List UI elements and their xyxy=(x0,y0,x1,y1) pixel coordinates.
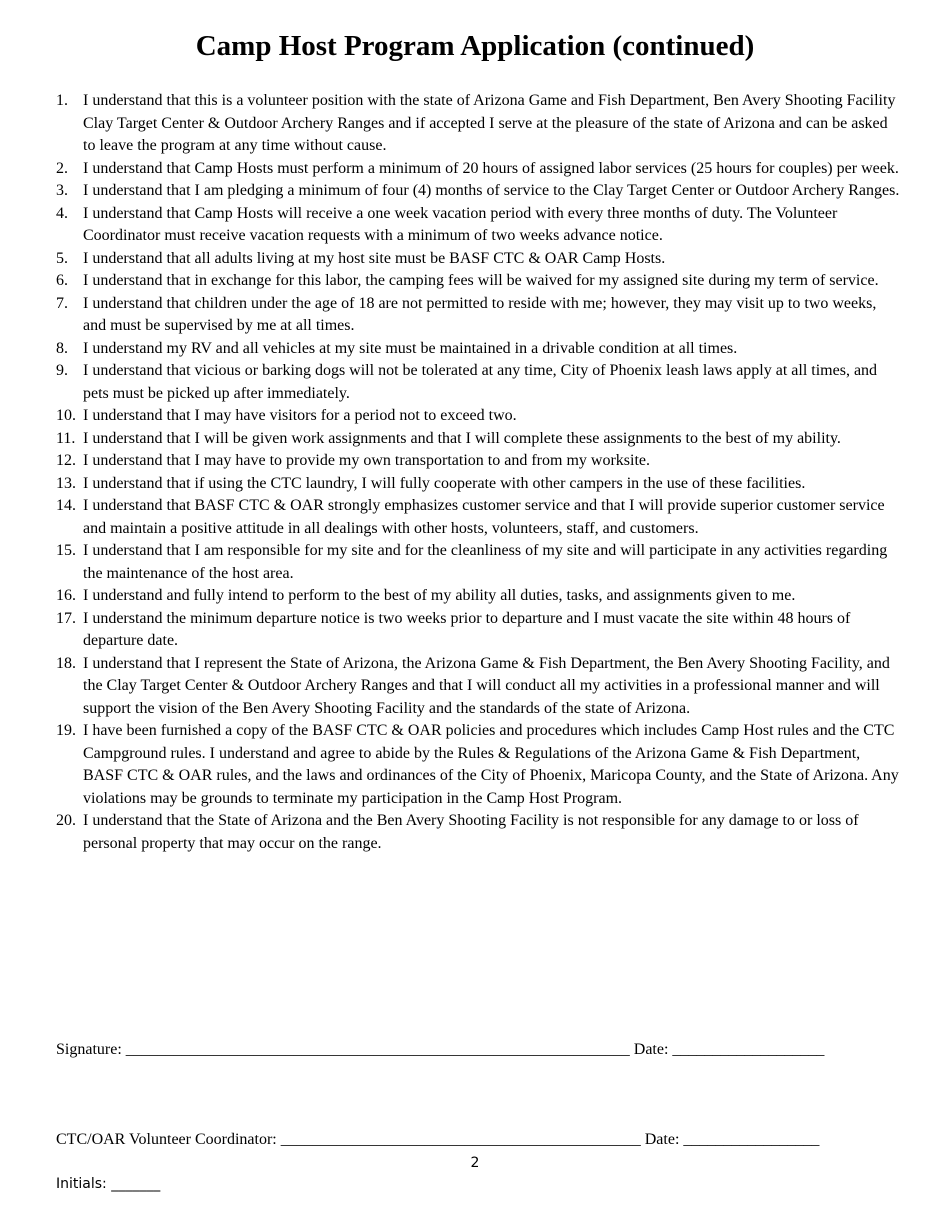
term-text: I have been furnished a copy of the BASF CTC & OAR policies and procedures which includes Camp Host rules and the CTC Campground rules. I understand and agree to abide by the Rules & Regulations of the Arizona Game & Fish Department, BASF CTC & OAR rules, and the laws and ordinances of the City of Phoenix, Maricopa County, and the State of Arizona. Any violations may be grounds to terminate my participation in the Camp Host Program. xyxy=(83,722,899,807)
term-number: 17. xyxy=(56,609,76,627)
term-item xyxy=(56,90,901,158)
term-number: 16. xyxy=(56,587,76,604)
term-item xyxy=(56,720,901,810)
term-text: I understand that BASF CTC & OAR strongly emphasizes customer service and that I will provide superior customer service and maintain a positive attitude in all dealings with other hosts, volunteers, staff, and customers. xyxy=(83,497,885,537)
term-number: 1. xyxy=(56,92,68,109)
term-number: 15. xyxy=(56,542,76,559)
term-number: 8. xyxy=(56,339,68,357)
term-item xyxy=(56,810,901,855)
page-number: 2 xyxy=(470,1155,480,1171)
term-text: I understand the minimum departure notice is two weeks prior to departure and I must vacate the site within 48 hours of departure date. xyxy=(83,609,851,649)
term-number: 12. xyxy=(56,452,76,469)
term-text: I understand that if using the CTC laundry, I will fully cooperate with other campers in the use of these facilities. xyxy=(83,474,806,492)
term-text: I understand that I will be given work assignments and that I will complete these assignments to the best of my ability. xyxy=(83,429,841,447)
term-number: 9. xyxy=(56,362,68,379)
term-text: I understand that vicious or barking dogs will not be tolerated at any time, City of Phoenix leash laws apply at all times, and pets must be picked up after immediately. xyxy=(83,362,878,402)
term-number: 20. xyxy=(56,812,76,829)
term-text: I understand that I represent the State of Arizona, the Arizona Game & Fish Department, the Ben Avery Shooting Facility, and the Clay Target Center & Outdoor Archery Ranges and that I will conduct all my activities in a professional manner and will support the vision of the Ben Avery Shooting Facility and the standards of the state of Arizona. xyxy=(83,654,890,717)
term-item xyxy=(56,653,901,721)
term-text: I understand that Camp Hosts must perform a minimum of 20 hours of assigned labor services (25 hours for couples) per week. xyxy=(83,159,899,177)
term-number: 2. xyxy=(56,159,68,177)
term-text: I understand that children under the age of 18 are not permitted to reside with me; however, they may visit up to two weeks, and must be supervised by me at all times. xyxy=(83,294,877,334)
term-text: I understand that all adults living at my host site must be BASF CTC & OAR Camp Hosts. xyxy=(83,249,666,267)
term-item xyxy=(56,203,901,248)
term-text: I understand that Camp Hosts will receive a one week vacation period with every three months of duty. The Volunteer Coordinator must receive vacation requests with a minimum of two weeks advance notice. xyxy=(83,204,838,244)
term-text: I understand that in exchange for this labor, the camping fees will be waived for my assigned site during my term of service. xyxy=(83,272,879,289)
term-item xyxy=(56,248,901,271)
term-item xyxy=(56,608,901,653)
term-text: I understand that I am responsible for my site and for the cleanliness of my site and will participate in any activities regarding the maintenance of the host area. xyxy=(83,542,888,582)
term-number: 10. xyxy=(56,407,76,424)
term-item xyxy=(56,405,901,428)
term-number: 14. xyxy=(56,497,76,514)
term-number: 13. xyxy=(56,474,76,492)
term-item xyxy=(56,585,901,608)
term-text: I understand that this is a volunteer position with the state of Arizona Game and Fish Department, Ben Avery Shooting Facility Clay Target Center & Outdoor Archery Ranges and if accepted I serve at the pleasure of the state of Arizona and can be asked to leave the program at any time without cause. xyxy=(83,92,896,154)
term-number: 7. xyxy=(56,294,68,312)
signature-line[interactable]: Signature: _______________________________________________________________ Date: ___________________ xyxy=(56,1041,825,1058)
term-item xyxy=(56,270,901,293)
term-item xyxy=(56,540,901,585)
term-text: I understand that I may have to provide my own transportation to and from my worksite. xyxy=(83,452,650,469)
term-number: 6. xyxy=(56,272,68,289)
term-text: I understand and fully intend to perform to the best of my ability all duties, tasks, and assignments given to me. xyxy=(83,587,796,604)
term-number: 19. xyxy=(56,722,76,739)
term-number: 4. xyxy=(56,204,68,222)
terms-list xyxy=(56,90,901,855)
term-text: I understand that the State of Arizona and the Ben Avery Shooting Facility is not responsible for any damage to or loss of personal property that may occur on the range. xyxy=(83,812,859,852)
term-text: I understand that I am pledging a minimum of four (4) months of service to the Clay Target Center or Outdoor Archery Ranges. xyxy=(83,182,900,199)
term-item xyxy=(56,495,901,540)
term-text: I understand that I may have visitors for a period not to exceed two. xyxy=(83,407,517,424)
term-item xyxy=(56,450,901,473)
term-item xyxy=(56,158,901,181)
term-text: I understand my RV and all vehicles at my site must be maintained in a drivable condition at all times. xyxy=(83,339,738,357)
term-number: 5. xyxy=(56,249,68,267)
term-item xyxy=(56,293,901,338)
term-item xyxy=(56,338,901,361)
coordinator-signature-line[interactable]: CTC/OAR Volunteer Coordinator: _____________________________________________ Date: _________________ xyxy=(56,1131,820,1148)
term-item xyxy=(56,180,901,203)
term-item xyxy=(56,473,901,496)
initials-line[interactable]: Initials: _______ xyxy=(56,1176,161,1192)
term-item xyxy=(56,428,901,451)
page-title: Camp Host Program Application (continued) xyxy=(195,30,755,62)
term-item xyxy=(56,360,901,405)
term-number: 3. xyxy=(56,182,68,199)
term-number: 11. xyxy=(56,429,76,447)
term-number: 18. xyxy=(56,654,76,672)
